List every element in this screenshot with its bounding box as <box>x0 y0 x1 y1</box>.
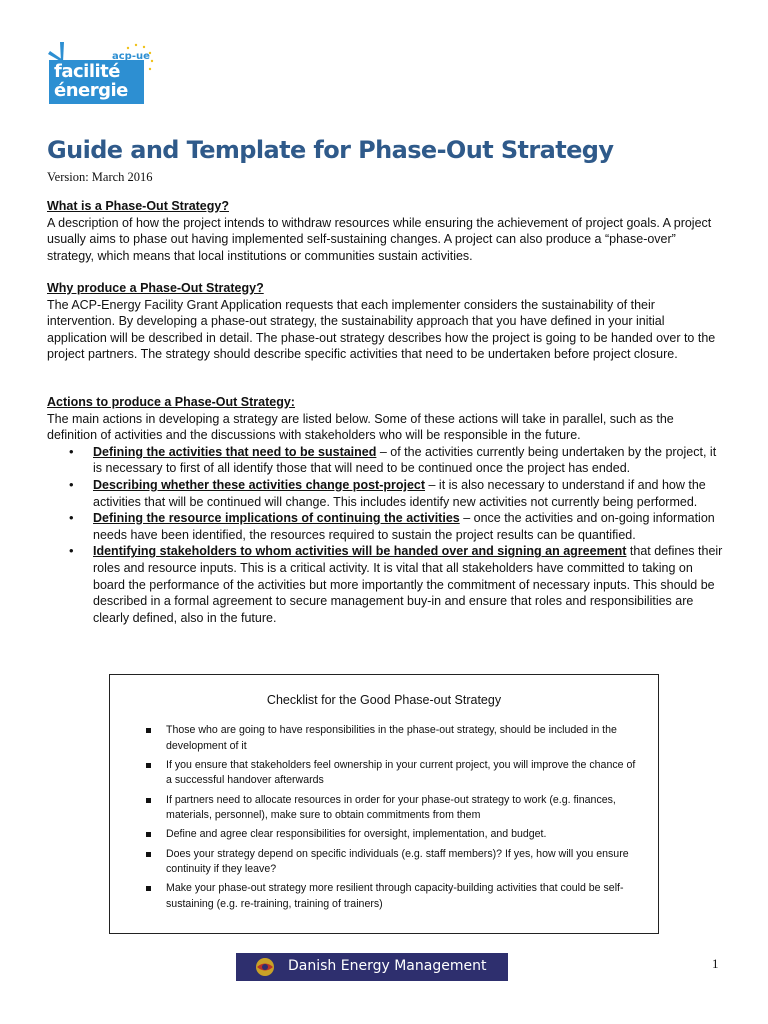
action-text: that defines their roles and resource inputs. This is a critical activity. It is vital that all stakeholders have committed to taking on board the performance of the activities but more importantly the commitment of necessary inputs. This should be described in a formal agreement to secure management buy-in and ensure that roles and responsibilities are clearly defined, also in the future. <box>93 544 723 625</box>
bullet-icon: • <box>69 543 74 559</box>
page-number: 1 <box>712 956 719 971</box>
section-why-produce <box>47 280 723 363</box>
checklist-box <box>109 674 659 934</box>
logo-tag: acp-ue <box>112 51 150 62</box>
section-heading: Actions to produce a Phase-Out Strategy: <box>47 395 295 409</box>
square-bullet-icon <box>146 798 151 803</box>
section-body: The ACP-Energy Facility Grant Application requests that each implementer considers the sustainability of their intervention. By developing a phase-out strategy, the sustainability approach that you have defined in your initial application will be described in detail. The phase-out strategy describes how the project is going to be handed over to the project partners. The strategy should describe specific activities that need to be undertaken before project closure. <box>47 297 716 362</box>
square-bullet-icon <box>146 886 151 891</box>
section-intro: The main actions in developing a strategy are listed below. Some of these actions will take in parallel, such as the definition of activities and the discussions with stakeholders who will be responsible in the future. <box>47 411 674 443</box>
action-lead: Identifying stakeholders to whom activities will be handed over and signing an agreement <box>93 544 627 559</box>
checklist-list <box>144 723 644 916</box>
list-item <box>47 543 723 626</box>
checklist-item-text: Define and agree clear responsibilities for oversight, implementation, and budget. <box>166 828 547 841</box>
section-heading: Why produce a Phase-Out Strategy? <box>47 281 264 295</box>
checklist-item-text: Make your phase-out strategy more resilient through capacity-building activities that could be self-sustaining (e.g. re-training, training of trainers) <box>166 882 624 910</box>
list-item <box>144 847 644 878</box>
list-item <box>47 477 723 510</box>
square-bullet-icon <box>146 763 151 768</box>
square-bullet-icon <box>146 832 151 837</box>
page-title: Guide and Template for Phase-Out Strategy <box>47 136 614 164</box>
actions-list <box>47 444 723 627</box>
facilite-energie-logo <box>46 40 158 106</box>
checklist-title: Checklist for the Good Phase-out Strategy <box>266 693 502 707</box>
checklist-item-text: If partners need to allocate resources in order for your phase-out strategy to work (e.g. finances, materials, personnel), make sure to obtain commitments from them <box>166 793 616 822</box>
action-lead: Describing whether these activities change post-project <box>93 477 426 492</box>
square-bullet-icon <box>146 728 151 733</box>
list-item <box>144 793 644 824</box>
checklist-item-text: Those who are going to have responsibilities in the phase-out strategy, should be included in the development of it <box>166 724 617 752</box>
section-body: A description of how the project intends to withdraw resources while ensuring the achievement of project goals. A project usually aims to phase out having implemented self-sustaining changes. A project can also produce a “phase-over” strategy, which means that local institutions or communities sustain activities. <box>47 215 712 263</box>
footer-brand-text: Danish Energy Management <box>288 958 487 974</box>
list-item <box>47 444 723 477</box>
action-text: – once the activities and on-going information needs have been identified, the resources required to sustain the project results can be quantified. <box>93 511 715 542</box>
logo-line-1: facilité <box>54 61 120 82</box>
list-item <box>144 723 644 754</box>
list-item <box>144 827 644 843</box>
action-text: – it is also necessary to understand if and how the activities that will be continued will change. This includes identify new activities not currently being performed. <box>93 477 706 509</box>
list-item <box>47 510 723 543</box>
list-item <box>144 881 644 912</box>
section-actions <box>47 394 723 626</box>
bullet-icon: • <box>69 476 74 492</box>
action-lead: Defining the activities that need to be sustained <box>93 444 377 459</box>
section-what-is <box>47 198 723 264</box>
section-heading: What is a Phase-Out Strategy? <box>47 199 229 213</box>
list-item <box>144 758 644 789</box>
logo-line-2: énergie <box>54 80 128 101</box>
bullet-icon: • <box>69 510 74 526</box>
footer-brand-band <box>236 953 508 981</box>
action-text: – of the activities currently being undertaken by the project, it is necessary to first of all identify those that will need to be continued once the project has ended. <box>93 444 717 476</box>
bullet-icon: • <box>69 443 74 459</box>
checklist-item-text: If you ensure that stakeholders feel ownership in your current project, you will improve the chance of a successful handover afterwards <box>166 758 636 787</box>
globe-emblem-icon <box>254 956 276 978</box>
square-bullet-icon <box>146 852 151 857</box>
action-lead: Defining the resource implications of continuing the activities <box>93 511 460 526</box>
checklist-item-text: Does your strategy depend on specific individuals (e.g. staff members)? If yes, how will you ensure continuity if they leave? <box>166 847 629 876</box>
version-label: Version: March 2016 <box>47 170 153 184</box>
